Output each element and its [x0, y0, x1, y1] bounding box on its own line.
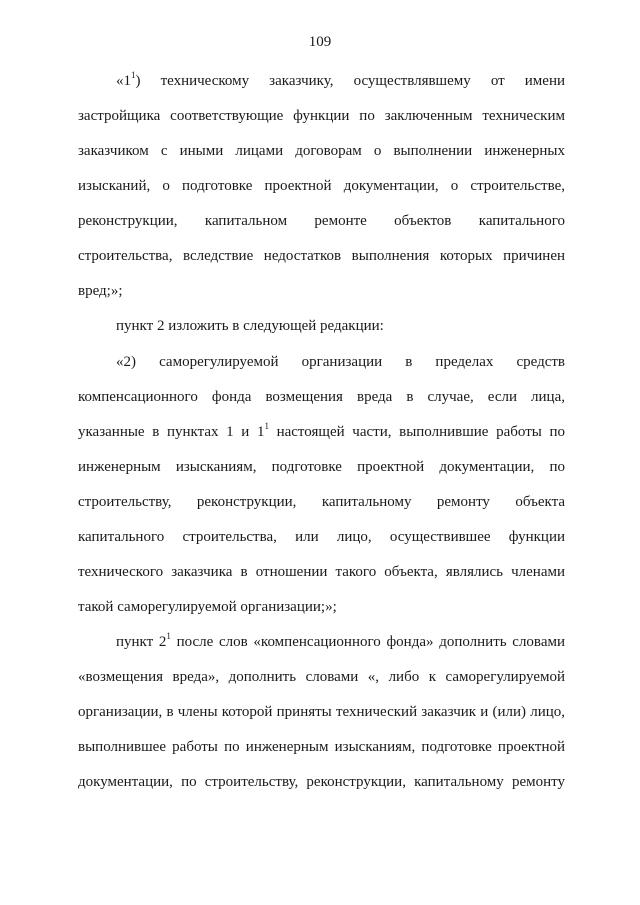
text-line: пункт 2 изложить в следующей редакции:	[116, 318, 384, 334]
text-line: организации, в члены которой приняты технический заказчик и (или) лицо,	[78, 704, 565, 720]
text-line: капитального строительства, или лицо, осуществившее функции	[78, 529, 565, 545]
text-line: указанные в пунктах 1 и $1^1$ настоящей части, выполнившие работы по	[78, 421, 565, 440]
text-line: компенсационного фонда возмещения вреда в случае, если лица,	[78, 389, 565, 405]
text-line: застройщика соответствующие функции по заключенным техническим	[78, 108, 565, 124]
text-line: пункт $2^1$ после слов «компенсационного фонда» дополнить словами	[116, 631, 565, 650]
text-line: реконструкции, капитальном ремонте объектов капитального	[78, 213, 565, 229]
text-line: «2) саморегулируемой организации в пределах средств	[116, 354, 565, 370]
page-number: 109	[308, 34, 332, 50]
text-line: «возмещения вреда», дополнить словами «, либо к саморегулируемой	[78, 669, 565, 685]
text-line: строительству, реконструкции, капитальному ремонту объекта	[78, 494, 565, 510]
text-line: «$1^1$) техническому заказчику, осуществлявшему от имени	[116, 70, 565, 89]
text-line: такой саморегулируемой организации;»;	[78, 599, 337, 615]
text-line: инженерным изысканиям, подготовке проектной документации, по	[78, 459, 565, 475]
text-line: вред;»;	[78, 283, 123, 299]
text-line: изысканий, о подготовке проектной документации, о строительстве,	[78, 178, 565, 194]
text-line: технического заказчика в отношении такого объекта, являлись членами	[78, 564, 565, 580]
text-line: заказчиком с иными лицами договорам о выполнении инженерных	[78, 143, 565, 159]
text-line: выполнившее работы по инженерным изысканиям, подготовке проектной	[78, 739, 565, 755]
text-line: строительства, вследствие недостатков выполнения которых причинен	[78, 248, 565, 264]
text-line: документации, по строительству, реконструкции, капитальному ремонту	[78, 774, 565, 790]
